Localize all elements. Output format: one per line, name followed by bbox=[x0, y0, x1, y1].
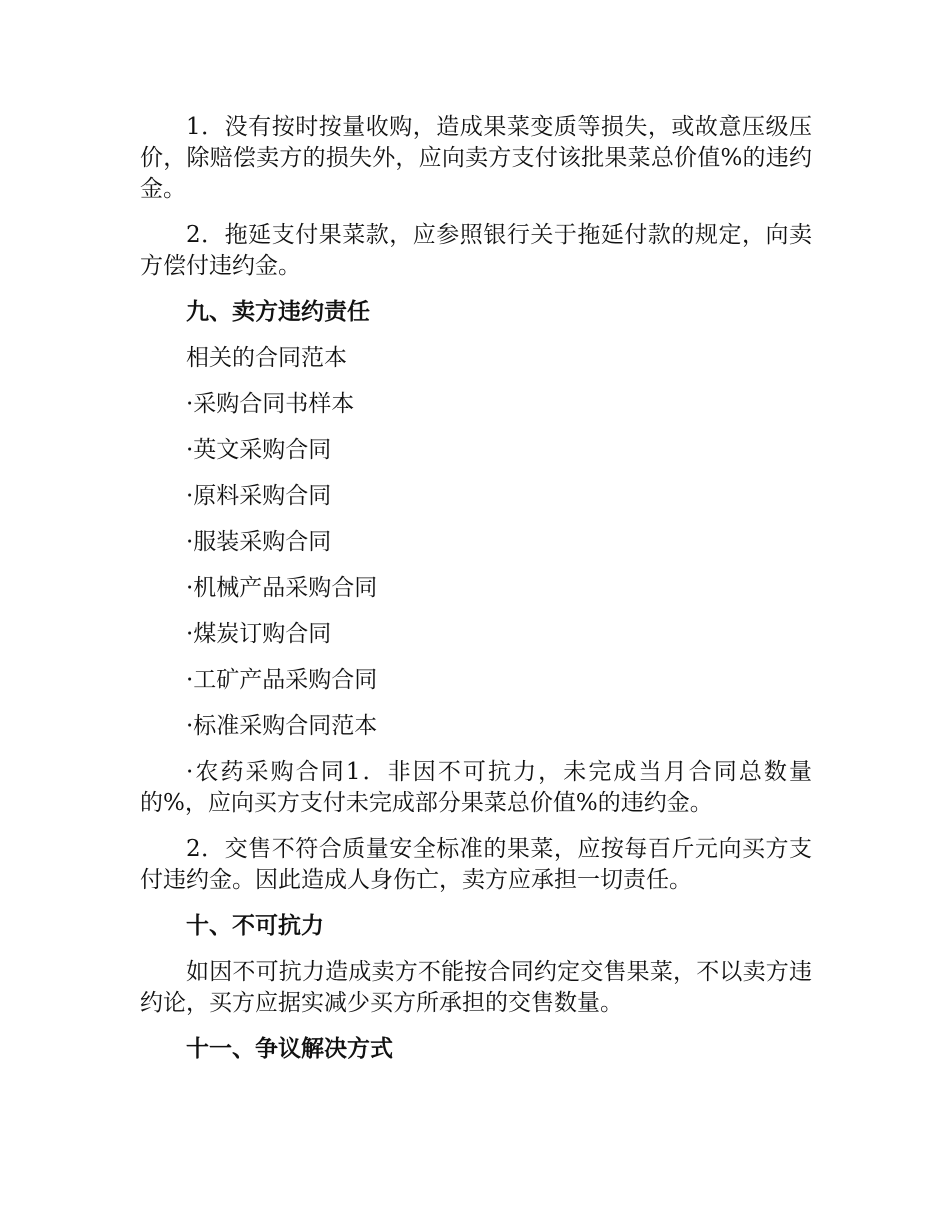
clause-10-text: 如因不可抗力造成卖方不能按合同约定交售果菜，不以卖方违约论，买方应据实减少买方所承担的交售数量。 bbox=[140, 959, 812, 1016]
template-link-6[interactable]: ·煤炭订购合同 bbox=[186, 621, 332, 647]
template-link-7[interactable]: ·工矿产品采购合同 bbox=[186, 667, 378, 693]
section-heading-11: 十一、争议解决方式 bbox=[186, 1036, 393, 1062]
clause-8-item-1: 1．没有按时按量收购，造成果菜变质等损失，或故意压级压价，除赔偿卖方的损失外，应向卖方支付该批果菜总价值%的违约金。 bbox=[140, 114, 812, 202]
template-link-8[interactable]: ·标准采购合同范本 bbox=[186, 713, 378, 739]
clause-9-item-2: 2．交售不符合质量安全标准的果菜，应按每百斤元向买方支付违约金。因此造成人身伤亡，卖方应承担一切责任。 bbox=[140, 836, 812, 893]
clause-9-item-1: ·农药采购合同1．非因不可抗力，未完成当月合同总数量的%，应向买方支付未完成部分果菜总价值%的违约金。 bbox=[140, 759, 812, 816]
related-templates-label: 相关的合同范本 bbox=[186, 345, 347, 371]
template-link-2[interactable]: ·英文采购合同 bbox=[186, 437, 332, 463]
section-heading-10: 十、不可抗力 bbox=[186, 913, 324, 939]
clause-8-item-2: 2．拖延支付果菜款，应参照银行关于拖延付款的规定，向卖方偿付违约金。 bbox=[140, 222, 812, 279]
template-link-5[interactable]: ·机械产品采购合同 bbox=[186, 575, 378, 601]
section-heading-9: 九、卖方违约责任 bbox=[186, 299, 370, 325]
template-link-3[interactable]: ·原料采购合同 bbox=[186, 483, 332, 509]
document-page bbox=[140, 112, 812, 1065]
template-link-4[interactable]: ·服装采购合同 bbox=[186, 529, 332, 555]
template-link-1[interactable]: ·采购合同书样本 bbox=[186, 391, 355, 417]
